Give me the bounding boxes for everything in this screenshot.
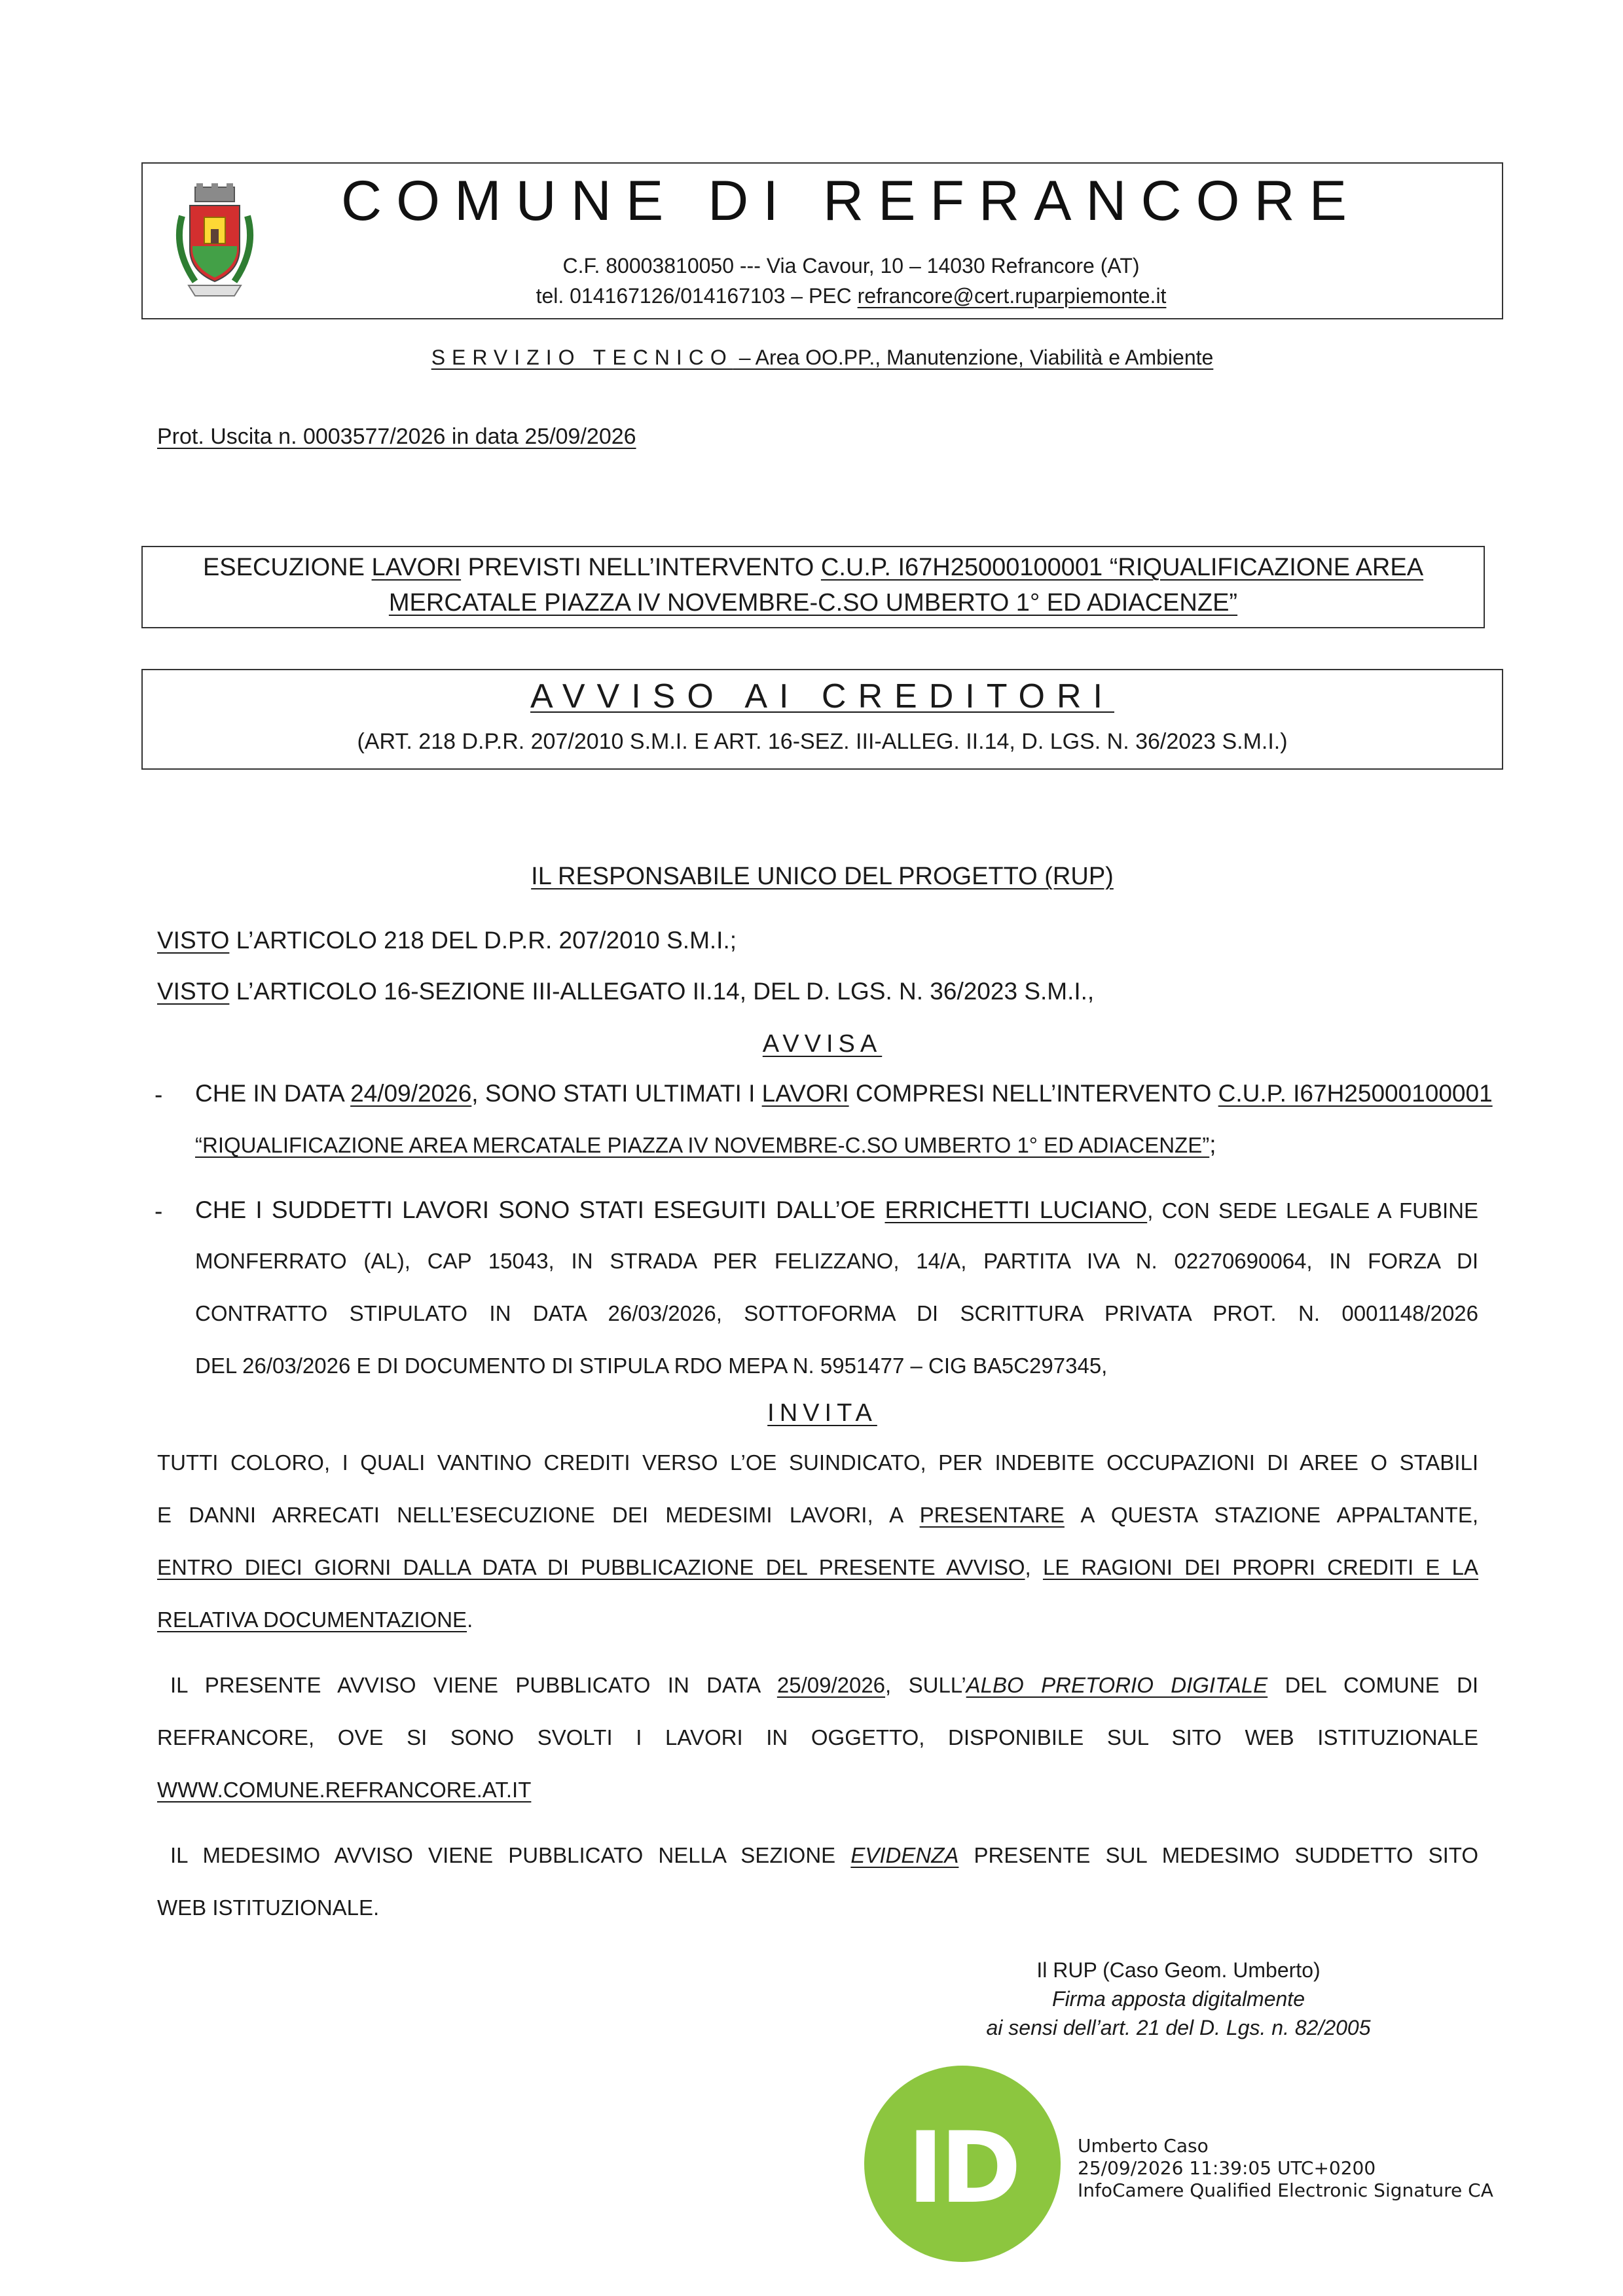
lavori-word: LAVORI — [761, 1080, 849, 1107]
para2-line-2: REFRANCORE, OVE SI SONO SVOLTI I LAVORI IN OGGETTO, DISPONIBILE SUL SITO WEB ISTITUZIONALE — [157, 1725, 1478, 1749]
presentare-word: PRESENTARE — [919, 1503, 1065, 1527]
text: , CON SEDE LEGALE A FUBINE — [1147, 1198, 1478, 1223]
visto-text: L’ARTICOLO 16-SEZIONE III-ALLEGATO II.14, DEL D. LGS. N. 36/2023 S.M.I., — [229, 978, 1095, 1005]
signer-name: Umberto Caso — [1078, 2135, 1209, 2157]
credits-text: LE RAGIONI DEI PROPRI CREDITI E LA — [1042, 1555, 1478, 1579]
legal-reference-note: ai sensi dell’art. 21 del D. Lgs. n. 82/2005 — [986, 2016, 1371, 2039]
fiscal-code-address: C.F. 80003810050 --- Via Cavour, 10 – 14030 Refrancore (AT) — [562, 254, 1140, 278]
comune-title: COMUNE DI REFRANCORE — [340, 170, 1362, 232]
visto-text: L’ARTICOLO 218 DEL D.P.R. 207/2010 S.M.I.; — [229, 927, 737, 954]
servizio-tecnico-line — [141, 346, 1503, 370]
website-link[interactable]: WWW.COMUNE.REFRANCORE.AT.IT — [157, 1778, 532, 1802]
text: PRESENTE SUL MEDESIMO SUDDETTO SITO — [958, 1843, 1478, 1867]
intervento-line-1 — [141, 554, 1485, 582]
intervento-name: “RIQUALIFICAZIONE AREA MERCATALE PIAZZA IV NOVEMBRE-C.SO UMBERTO 1° ED ADIACENZE” — [195, 1133, 1210, 1157]
intervento-lavori: LAVORI — [371, 554, 462, 581]
servizio-label: SERVIZIO TECNICO — [431, 346, 733, 369]
text: A QUESTA STAZIONE APPALTANTE, — [1064, 1503, 1478, 1527]
text: , SULL’ — [885, 1673, 966, 1697]
text: DEL COMUNE DI — [1267, 1673, 1479, 1697]
intervento-cup: C.U.P. I67H25000100001 “RIQUALIFICAZIONE AREA — [820, 554, 1424, 581]
text: , SONO STATI ULTIMATI I — [471, 1080, 762, 1107]
digital-signature-note: Firma apposta digitalmente — [1052, 1987, 1305, 2011]
bullet-dash: - — [155, 1081, 163, 1108]
text: IL PRESENTE AVVISO VIENE PUBBLICATO IN DATA — [170, 1673, 777, 1697]
avviso-reference: (ART. 218 D.P.R. 207/2010 S.M.I. E ART. 16-SEZ. III-ALLEG. II.14, D. LGS. N. 36/2023 S.M.I.) — [357, 729, 1288, 754]
text: E DANNI ARRECATI NELL’ESECUZIONE DEI MEDESIMI LAVORI, A — [157, 1503, 920, 1527]
text: CHE IN DATA — [195, 1080, 351, 1107]
intervento-text: ESECUZIONE — [202, 554, 372, 581]
invita-heading: INVITA — [767, 1399, 877, 1427]
publication-date: 25/09/2026 — [776, 1673, 886, 1697]
para1-line-3 — [157, 1556, 1478, 1578]
para1-line-2 — [157, 1504, 1478, 1526]
text: . — [467, 1607, 473, 1632]
intervento-title-cont: MERCATALE PIAZZA IV NOVEMBRE-C.SO UMBERTO 1° ED ADIACENZE” — [388, 589, 1238, 617]
para1-line-4 — [157, 1609, 473, 1630]
avviso-title: AVVISO AI CREDITORI — [530, 677, 1114, 715]
intervento-line-2 — [141, 589, 1485, 617]
bullet2-line-4: DEL 26/03/2026 E DI DOCUMENTO DI STIPULA RDO MEPA N. 5951477 – CIG BA5C297345, — [195, 1354, 1108, 1378]
albo-pretorio: ALBO PRETORIO DIGITALE — [966, 1673, 1268, 1697]
avvisa-heading: AVVISA — [762, 1030, 883, 1058]
servizio-area: – Area OO.PP., Manutenzione, Viabilità e Ambiente — [733, 346, 1214, 369]
para1-line-1: TUTTI COLORO, I QUALI VANTINO CREDITI VERSO L’OE SUINDICATO, PER INDEBITE OCCUPAZIONI DI AREE O STABILI — [157, 1450, 1478, 1475]
completion-date: 24/09/2026 — [350, 1080, 472, 1107]
cup-code: C.U.P. I67H25000100001 — [1218, 1080, 1493, 1107]
id-logo-text: ID — [907, 2111, 1018, 2225]
pec-email-link[interactable]: refrancore@cert.ruparpiemonte.it — [857, 284, 1167, 308]
bullet2-line-3: CONTRATTO STIPULATO IN DATA 26/03/2026, SOTTOFORMA DI SCRITTURA PRIVATA PROT. N. 0001148/2026 — [195, 1301, 1478, 1325]
certificate-authority: InfoCamere Qualified Electronic Signature CA — [1078, 2179, 1493, 2201]
visto-line-1 — [157, 928, 737, 952]
deadline-text: ENTRO DIECI GIORNI DALLA DATA DI PUBBLICAZIONE DEL PRESENTE AVVISO — [157, 1555, 1025, 1579]
para2-line-1 — [157, 1674, 1478, 1696]
text: IL MEDESIMO AVVISO VIENE PUBBLICATO NELLA SEZIONE — [170, 1843, 851, 1867]
documentation-text: RELATIVA DOCUMENTAZIONE — [157, 1607, 467, 1632]
signature-timestamp: 25/09/2026 11:39:05 UTC+0200 — [1078, 2157, 1376, 2179]
bullet1-line-2 — [195, 1132, 1216, 1157]
phone-numbers: tel. 014167126/014167103 – PEC — [536, 284, 858, 308]
bullet-dash: - — [155, 1198, 163, 1225]
bullet1-line-1 — [195, 1080, 1493, 1107]
company-name: ERRICHETTI LUCIANO — [884, 1196, 1148, 1223]
intervento-text: PREVISTI NELL’INTERVENTO — [461, 554, 821, 581]
text: CHE I SUDDETTI LAVORI SONO STATI ESEGUITI DALL’OE — [195, 1196, 885, 1223]
para3-line-2: WEB ISTITUZIONALE. — [157, 1895, 380, 1920]
visto-keyword: VISTO — [157, 978, 230, 1005]
rup-heading: IL RESPONSABILE UNICO DEL PROGETTO (RUP) — [531, 863, 1114, 890]
municipal-crest-icon — [169, 183, 261, 301]
contact-line — [262, 284, 1440, 308]
evidenza-section: EVIDENZA — [850, 1843, 959, 1867]
visto-line-2 — [157, 979, 1094, 1003]
visto-keyword: VISTO — [157, 927, 230, 954]
rup-signature-name: Il RUP (Caso Geom. Umberto) — [1036, 1958, 1321, 1982]
protocol-number: Prot. Uscita n. 0003577/2026 in data 25/09/2026 — [157, 424, 636, 449]
bullet2-line-1 — [195, 1198, 1478, 1222]
para3-line-1 — [157, 1844, 1478, 1866]
text: , — [1025, 1555, 1043, 1579]
bullet2-line-2: MONFERRATO (AL), CAP 15043, IN STRADA PER FELIZZANO, 14/A, PARTITA IVA N. 02270690064, IN FORZA DI — [195, 1249, 1478, 1273]
text: ; — [1209, 1131, 1216, 1158]
text: COMPRESI NELL’INTERVENTO — [848, 1080, 1218, 1107]
